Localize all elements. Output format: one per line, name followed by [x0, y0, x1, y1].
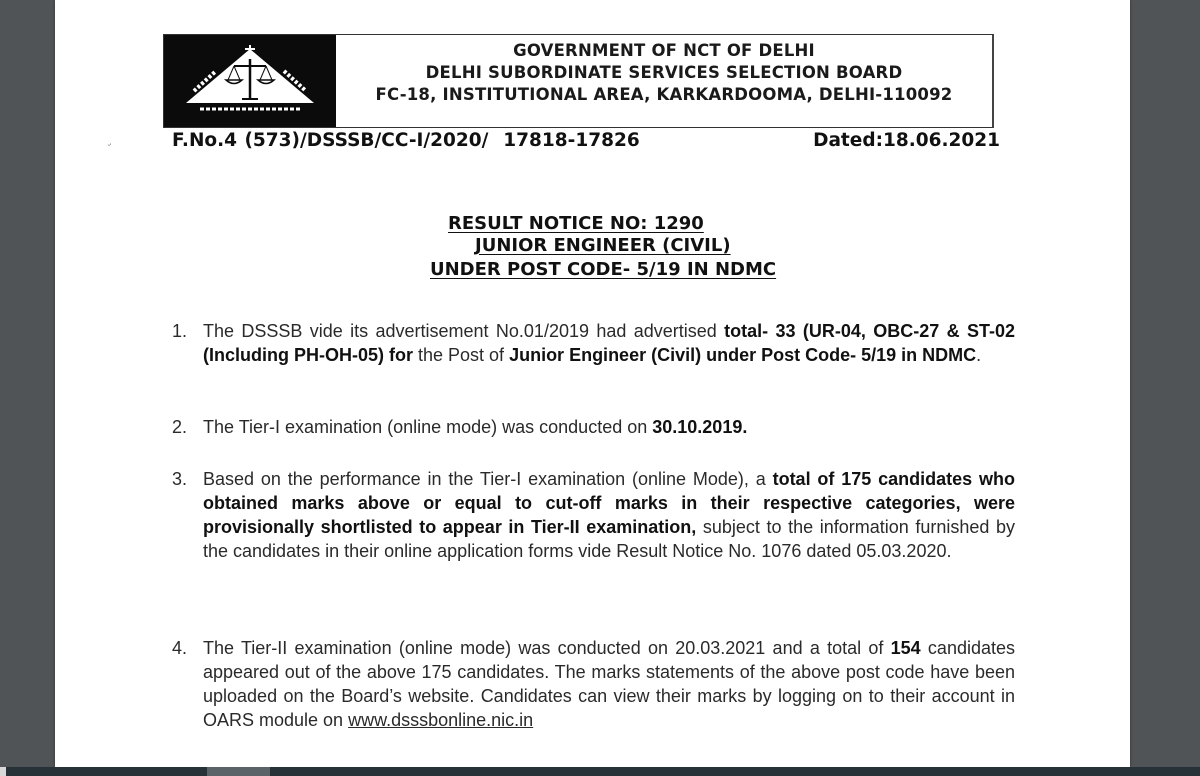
- dated: Dated:18.06.2021: [813, 130, 1000, 151]
- post-code: UNDER POST CODE- 5/19 IN NDMC: [430, 259, 777, 280]
- government-name: GOVERNMENT OF NCT OF DELHI: [513, 41, 815, 60]
- website-link[interactable]: www.dsssbonline.nic.in: [348, 710, 534, 730]
- scrollbar-thumb[interactable]: [207, 767, 270, 776]
- paragraph-bold-text: total of 175 candidates who obtained marks above or equal to cut-off marks in their respective categories, were provisionally shortlisted to appear in Tier-II examination,: [203, 469, 1015, 537]
- document-page: [55, 0, 1130, 767]
- letterhead-text: [336, 35, 992, 127]
- paragraph-text: The Tier-I examination (online mode) was conducted on: [203, 417, 653, 437]
- dsssb-logo: [164, 35, 336, 127]
- scales-of-justice-emblem-icon: [164, 35, 336, 127]
- scan-mark: ˘: [106, 141, 118, 156]
- paragraph-bold-text: 154: [890, 638, 921, 658]
- post-name: JUNIOR ENGINEER (CIVIL): [475, 235, 731, 256]
- paragraph-3: [172, 467, 1015, 563]
- paragraph-text: subject to the information furnished by the candidates in their online application forms vide Result Notice No. 1076 dated 05.03.2020.: [203, 517, 1015, 561]
- paragraph-text: The DSSSB vide its advertisement No.01/2019 had advertised: [203, 321, 725, 341]
- paragraph-number: 1.: [172, 321, 188, 341]
- paragraph-bold-text: Junior Engineer (Civil) under Post Code- 5/19 in NDMC: [509, 345, 977, 365]
- paragraph-text: .: [976, 345, 982, 365]
- letterhead: [163, 34, 994, 128]
- paragraph-text: candidates appeared out of the above 175 candidates. The marks statements of the above post code have been uploaded on the Board’s website. Candidates can view their marks by logging on to their account in OARS module on: [203, 638, 1016, 730]
- paragraph-bold-text: 30.10.2019.: [652, 417, 748, 437]
- horizontal-scrollbar[interactable]: [0, 767, 1200, 776]
- board-address: FC-18, INSTITUTIONAL AREA, KARKARDOOMA, DELHI-110092: [375, 85, 953, 104]
- paragraph-bold-text: total- 33 (UR-04, OBC-27 & ST-02 (Including PH-OH-05) for: [203, 321, 1016, 365]
- board-name: DELHI SUBORDINATE SERVICES SELECTION BOARD: [425, 63, 903, 82]
- paragraph-1: [172, 319, 1016, 367]
- paragraph-2: [172, 415, 1015, 439]
- paragraph-text: The Tier-II examination (online mode) was conducted on 20.03.2021 and a total of: [203, 638, 891, 658]
- paragraph-text: the Post of: [413, 345, 510, 365]
- paragraph-number: 3.: [172, 469, 188, 489]
- paragraph-number: 2.: [172, 417, 188, 437]
- paragraph-number: 4.: [172, 638, 188, 658]
- paragraph-text: Based on the performance in the Tier-I examination (online Mode), a: [203, 469, 773, 489]
- scrollbar-edge: [0, 767, 6, 776]
- file-number: F.No.4 (573)/DSSSB/CC-I/2020/ 17818-17826: [172, 130, 640, 151]
- paragraph-4: [172, 636, 1016, 732]
- notice-number: RESULT NOTICE NO: 1290: [448, 213, 704, 234]
